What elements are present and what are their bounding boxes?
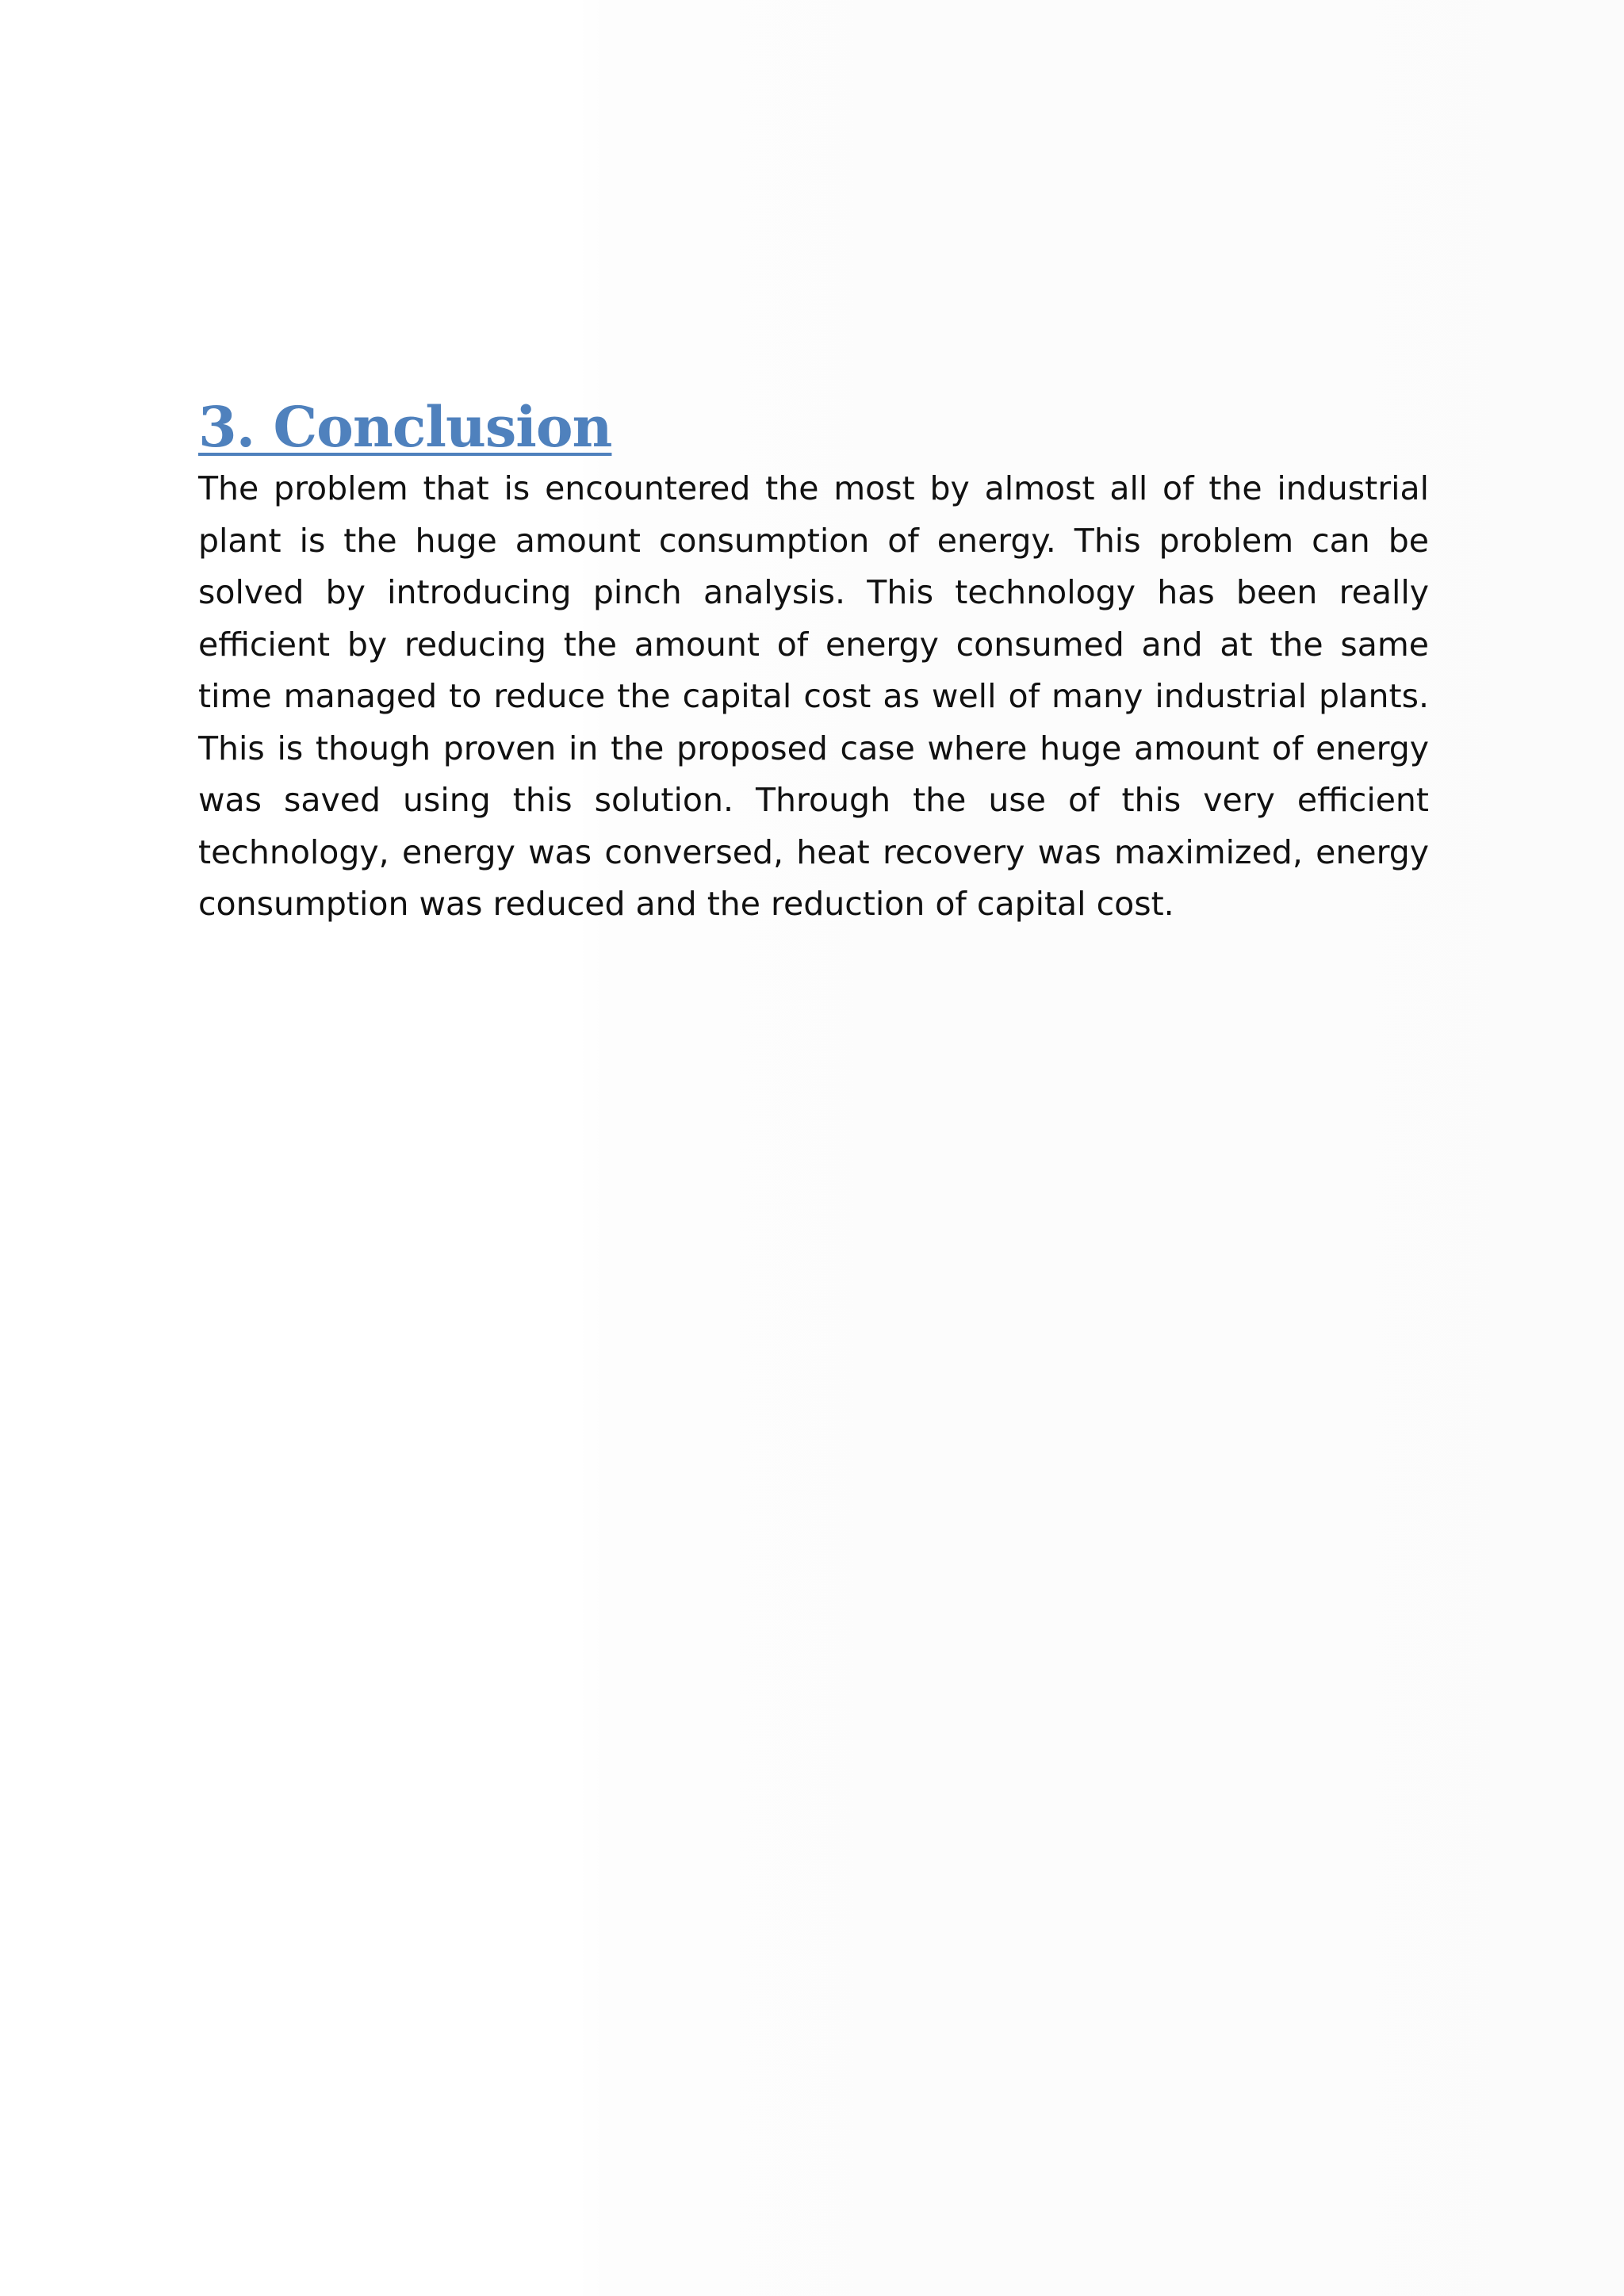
section-heading: 3. Conclusion xyxy=(198,394,612,460)
conclusion-paragraph: The problem that is encountered the most by almost all of the industrial plant is the huge amount consumption of energy. This problem can be solved by introducing pinch analysis. This technology has been really efficient by reducing the amount of energy consumed and at the same time managed to reduce the capital cost as well of many industrial plants. This is though proven in the proposed case where huge amount of energy was saved using this solution. Through the use of this very efficient technology, energy was conversed, heat recovery was maximized, energy consumption was reduced and the reduction of capital cost. xyxy=(198,469,1429,923)
document-content xyxy=(198,392,1429,931)
